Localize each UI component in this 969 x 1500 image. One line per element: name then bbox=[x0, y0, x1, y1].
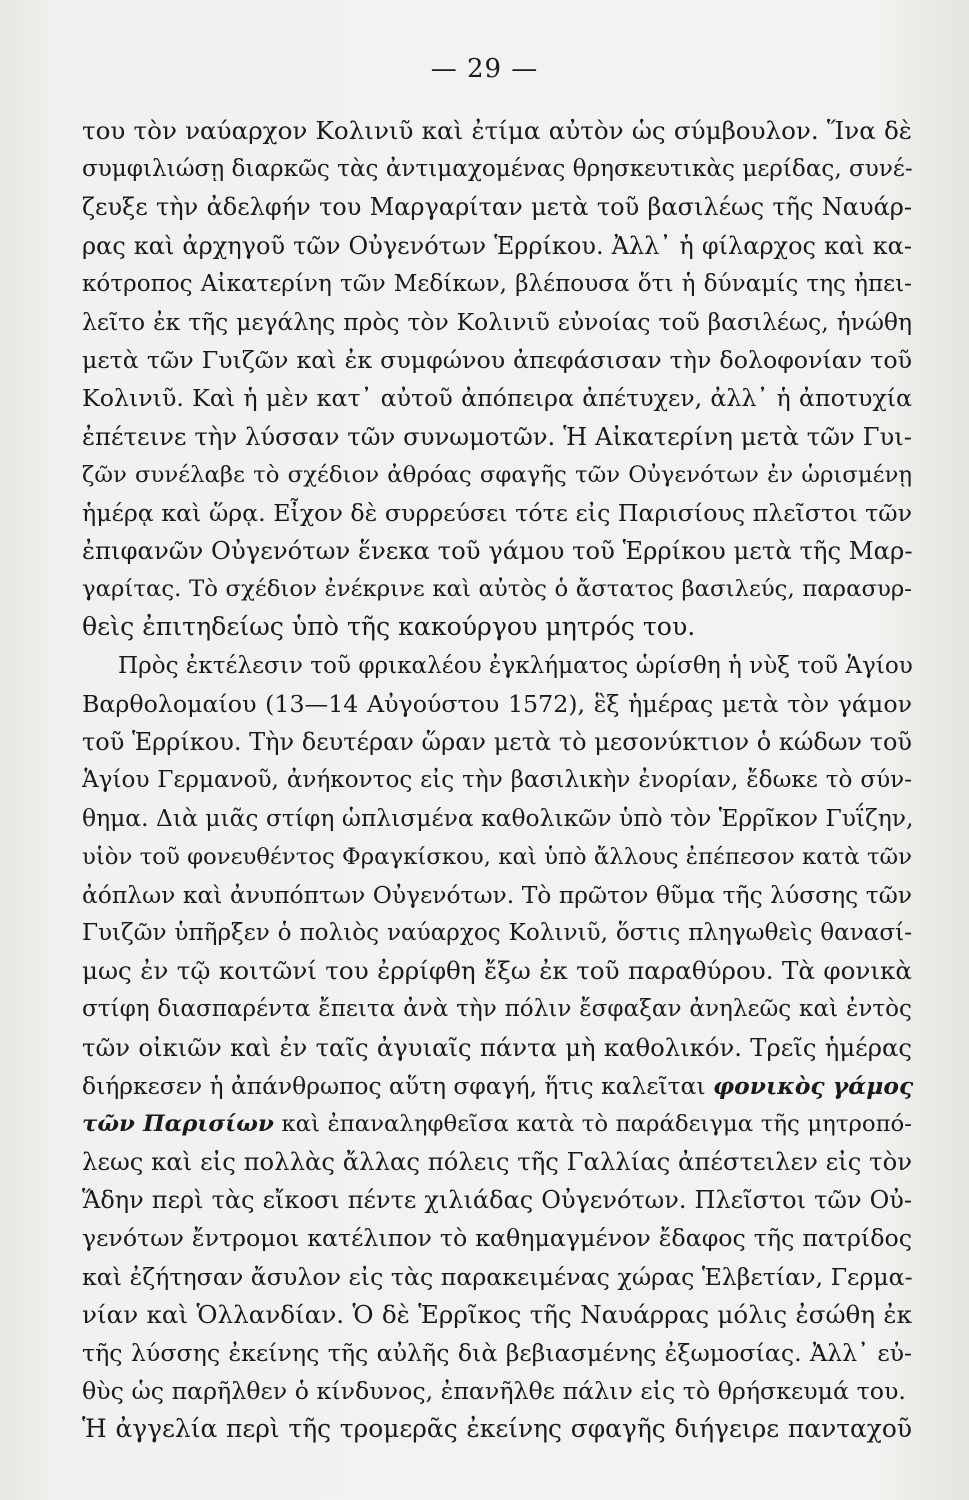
text-line: θὺς ὡς παρῆλθεν ὁ κίνδυνος, ἐπανῆλθε πάλιν εἰς τὸ θρήσκευμά του. bbox=[82, 1377, 906, 1406]
text-line: ἐπέτεινε τὴν λύσσαν τῶν συνωμοτῶν. Ἡ Αἰκατερίνη μετὰ τῶν Γυι- bbox=[82, 421, 912, 451]
text-line: ρας καὶ ἀρχηγοῦ τῶν Οὐγενότων Ἑρρίκου. Ἀλλ᾽ ἡ φίλαρχος καὶ κα- bbox=[82, 231, 912, 260]
emphasized-term: φονικὸς γάμος bbox=[712, 1071, 914, 1100]
text-line: καὶ ἐζήτησαν ἄσυλον εἰς τὰς παρακειμένας χώρας Ἑλβετίαν, Γερμα- bbox=[82, 1262, 913, 1291]
text-line: Βαρθολομαίου (13—14 Αὐγούστου 1572), ἓξ ἡμέρας μετὰ τὸν γάμον bbox=[82, 689, 912, 718]
text-line: λεῖτο ἐκ τῆς μεγάλης πρὸς τὸν Κολινιῦ εὐνοίας τοῦ βασιλέως, ἡνώθη bbox=[82, 307, 912, 336]
text-line: στίφη διασπαρέντα ἔπειτα ἀνὰ τὴν πόλιν ἔσφαξαν ἀνηλεῶς καὶ ἐντὸς bbox=[82, 996, 912, 1023]
body-text bbox=[82, 112, 912, 1449]
text-line bbox=[82, 1105, 912, 1143]
text-line: Ἡ ἀγγελία περὶ τῆς τρομερᾶς ἐκείνης σφαγῆς διήγειρε πανταχοῦ bbox=[82, 1414, 912, 1444]
text-run: καὶ ἐπαναληφθεῖσα κατὰ τὸ παράδειγμα τῆς μητροπό- bbox=[281, 1110, 912, 1137]
text-line: υἱὸν τοῦ φονευθέντος Φραγκίσκου, καὶ ὑπὸ ἄλλους ἐπέπεσον κατὰ τῶν bbox=[82, 843, 912, 870]
text-line: συμφιλιώσῃ διαρκῶς τὰς ἀντιμαχομένας θρησκευτικὰς μερίδας, συνέ- bbox=[82, 156, 913, 183]
text-line: θημα. Διὰ μιᾶς στίφη ὡπλισμένα καθολικῶν ὑπὸ τὸν Ἑρρῖκον Γυΐζην, bbox=[82, 804, 914, 833]
text-run: διήρκεσεν ἡ ἀπάνθρωπος αὕτη σφαγή, ἥτις καλεῖται bbox=[82, 1071, 706, 1100]
page-number: — 29 — bbox=[430, 54, 539, 84]
text-line: κότροπος Αἰκατερίνη τῶν Μεδίκων, βλέπουσα ὅτι ἡ δύναμίς της ἠπει- bbox=[82, 270, 912, 297]
text-line: γαρίτας. Τὸ σχέδιον ἐνέκρινε καὶ αὐτὸς ὁ ἄστατος βασιλεύς, παρασυρ- bbox=[82, 576, 912, 603]
text-line: τῶν οἰκιῶν καὶ ἐν ταῖς ἀγυιαῖς πάντα μὴ καθολικόν. Τρεῖς ἡμέρας bbox=[82, 1032, 912, 1062]
text-line: Ἅδην περὶ τὰς εἴκοσι πέντε χιλιάδας Οὐγενότων. Πλεῖστοι τῶν Οὐ- bbox=[82, 1186, 912, 1215]
text-line: νίαν καὶ Ὁλλανδίαν. Ὁ δὲ Ἑρρῖκος τῆς Ναυάρρας μόλις ἐσώθη ἐκ bbox=[82, 1299, 912, 1329]
text-line: Πρὸς ἐκτέλεσιν τοῦ φρικαλέου ἐγκλήματος ὡρίσθη ἡ νὺξ τοῦ Ἁγίου bbox=[118, 652, 913, 679]
text-line: μετὰ τῶν Γυιζῶν καὶ ἐκ συμφώνου ἀπεφάσισαν τὴν δολοφονίαν τοῦ bbox=[82, 346, 912, 375]
text-line: τοῦ Ἑρρίκου. Τὴν δευτέραν ὥραν μετὰ τὸ μεσονύκτιον ὁ κώδων τοῦ bbox=[82, 728, 912, 756]
text-line: ζῶν συνέλαβε τὸ σχέδιον ἀθρόας σφαγῆς τῶν Οὐγενότων ἐν ὡρισμένῃ bbox=[82, 461, 912, 488]
text-line: Γυιζῶν ὑπῆρξεν ὁ πολιὸς ναύαρχος Κολινιῦ, ὅστις πληγωθεὶς θανασί- bbox=[82, 919, 912, 946]
text-line: θεὶς ἐπιτηδείως ὑπὸ τῆς κακούργου μητρός του. bbox=[82, 612, 696, 642]
text-line: λεως καὶ εἰς πολλὰς ἄλλας πόλεις τῆς Γαλλίας ἀπέστειλεν εἰς τὸν bbox=[82, 1147, 912, 1177]
text-line: μως ἐν τῷ κοιτῶνί του ἐρρίφθη ἔξω ἐκ τοῦ παραθύρου. Τὰ φονικὰ bbox=[82, 956, 912, 986]
text-line: ζευξε τὴν ἀδελφήν του Μαργαρίταν μετὰ τοῦ βασιλέως τῆς Ναυάρ- bbox=[82, 193, 912, 222]
text-line: Κολινιῦ. Καὶ ἡ μὲν κατ᾽ αὐτοῦ ἀπόπειρα ἀπέτυχεν, ἀλλ᾽ ἡ ἀποτυχία bbox=[82, 384, 912, 413]
text-line: τῆς λύσσης ἐκείνης τῆς αὐλῆς διὰ βεβιασμένης ἐξωμοσίας. Ἀλλ᾽ εὐ- bbox=[82, 1339, 912, 1367]
text-line: γενότων ἔντρομοι κατέλιπον τὸ καθημαγμένον ἔδαφος τῆς πατρίδος bbox=[82, 1224, 912, 1253]
text-line: του τὸν ναύαρχον Κολινιῦ καὶ ἐτίμα αὐτὸν ὡς σύμβουλον. Ἵνα δὲ bbox=[82, 116, 912, 145]
text-line bbox=[82, 1067, 912, 1105]
text-line: ἐπιφανῶν Οὐγενότων ἕνεκα τοῦ γάμου τοῦ Ἑρρίκου μετὰ τῆς Μαρ- bbox=[82, 536, 913, 566]
text-line: ἀόπλων καὶ ἀνυπόπτων Οὐγενότων. Τὸ πρῶτον θῦμα τῆς λύσσης τῶν bbox=[82, 880, 912, 909]
text-line: Ἁγίου Γερμανοῦ, ἀνήκοντος εἰς τὴν βασιλικὴν ἐνορίαν, ἔδωκε τὸ σύν- bbox=[82, 767, 912, 794]
text-line: ἡμέρᾳ καὶ ὥρᾳ. Εἶχον δὲ συρρεύσει τότε εἰς Παρισίους πλεῖστοι τῶν bbox=[82, 498, 912, 527]
emphasized-term: τῶν Παρισίων bbox=[82, 1110, 274, 1137]
